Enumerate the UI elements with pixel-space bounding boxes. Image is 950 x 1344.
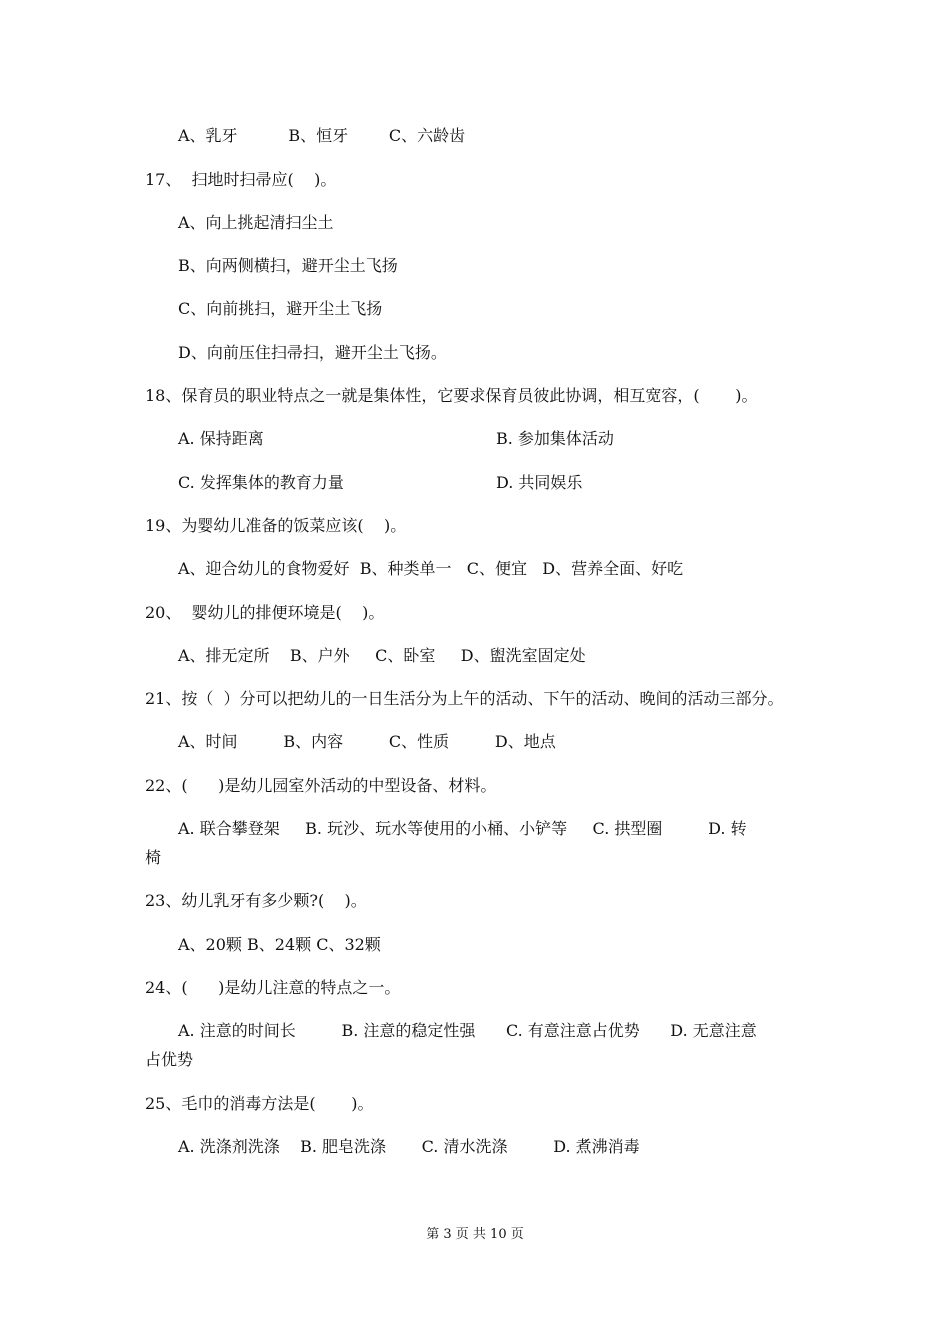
q23-options: A、20颗 B、24颗 C、32颗 — [178, 935, 381, 954]
q24-options: A. 注意的时间长 B. 注意的稳定性强 C. 有意注意占优势 D. 无意注意 — [178, 1021, 757, 1040]
q21-stem: 21、按（ ）分可以把幼儿的一日生活分为上午的活动、下午的活动、晚间的活动三部分。 — [145, 689, 784, 708]
q17-option-a: A、向上挑起清扫尘土 — [178, 213, 334, 232]
q21-options: A、时间 B、内容 C、性质 D、地点 — [178, 732, 556, 751]
q22-options: A. 联合攀登架 B. 玩沙、玩水等使用的小桶、小铲等 C. 拱型圈 D. 转 — [178, 819, 747, 838]
q17-stem: 17、 扫地时扫帚应( )。 — [145, 170, 337, 189]
q24-stem: 24、( )是幼儿注意的特点之一。 — [145, 978, 401, 997]
q22-stem: 22、( )是幼儿园室外活动的中型设备、材料。 — [145, 776, 497, 795]
q17-option-b: B、向两侧横扫，避开尘土飞扬 — [178, 256, 398, 275]
q25-stem: 25、毛巾的消毒方法是( )。 — [145, 1094, 374, 1113]
page-footer: 第 3 页 共 10 页 — [426, 1227, 524, 1242]
q24-options-continued: 占优势 — [145, 1050, 194, 1069]
q19-stem: 19、为婴幼儿准备的饭菜应该( )。 — [145, 516, 407, 535]
q19-options: A、迎合幼儿的食物爱好 B、种类单一 C、便宜 D、营养全面、好吃 — [178, 559, 684, 578]
q25-options: A. 洗涤剂洗涤 B. 肥皂洗涤 C. 清水洗涤 D. 煮沸消毒 — [178, 1137, 640, 1156]
q16-options: A、乳牙 B、恒牙 C、六龄齿 — [178, 126, 466, 145]
q18-option-b: B. 参加集体活动 — [496, 429, 614, 448]
q17-option-c: C、向前挑扫，避开尘土飞扬 — [178, 299, 383, 318]
q17-option-d: D、向前压住扫帚扫，避开尘土飞扬。 — [178, 343, 447, 362]
q18-option-d: D. 共同娱乐 — [496, 473, 583, 492]
q18-option-a: A. 保持距离 — [178, 429, 264, 448]
q18-stem: 18、保育员的职业特点之一就是集体性，它要求保育员彼此协调，相互宽容，( )。 — [145, 386, 758, 405]
q20-options: A、排无定所 B、户外 C、卧室 D、盥洗室固定处 — [178, 646, 586, 665]
q20-stem: 20、 婴幼儿的排便环境是( )。 — [145, 603, 385, 622]
q23-stem: 23、幼儿乳牙有多少颗?( )。 — [145, 891, 367, 910]
q22-options-continued: 椅 — [145, 848, 162, 867]
q18-option-c: C. 发挥集体的教育力量 — [178, 473, 344, 492]
